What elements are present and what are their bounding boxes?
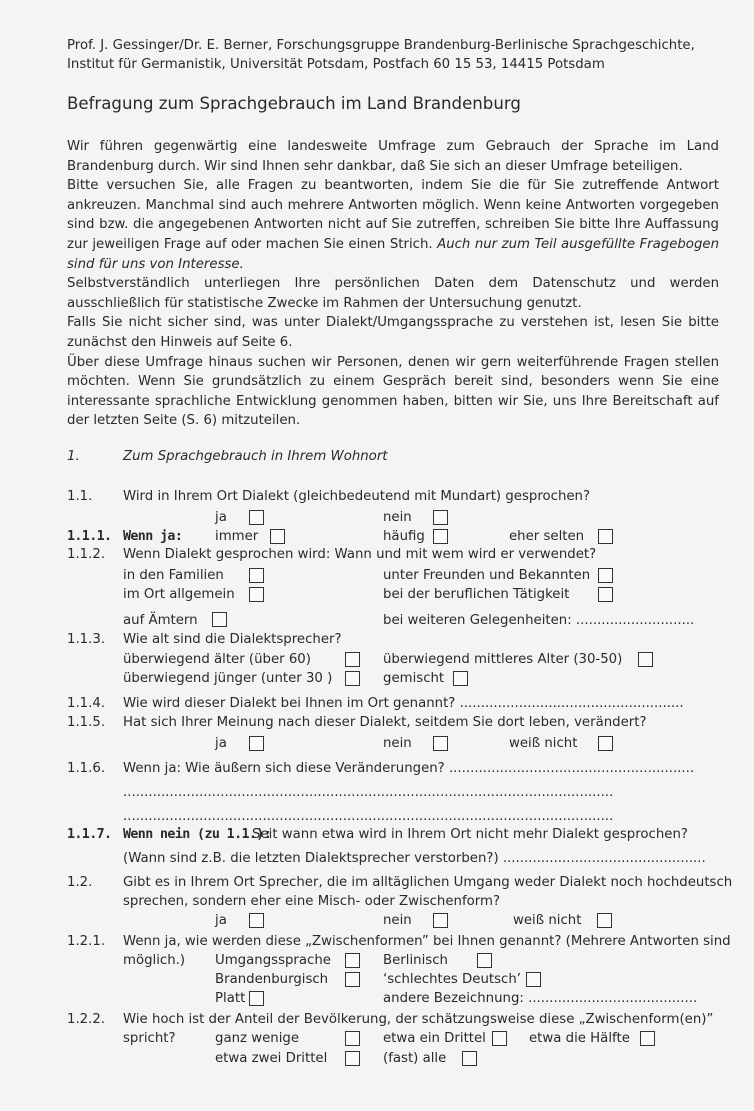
q1-2-nein-label: nein	[383, 913, 412, 928]
q1-1-1-number: 1.1.1.	[67, 529, 112, 544]
q1-1-6-answer-line-1[interactable]: ....................................................................................................................	[123, 785, 614, 800]
q1-1-4-field[interactable]: Wie wird dieser Dialekt bei Ihnen im Ort genannt? .....................................................	[123, 696, 684, 711]
q1-2-1-berlinisch-label: Berlinisch	[383, 953, 448, 968]
q1-2-ja-checkbox[interactable]	[249, 913, 264, 928]
q1-1-7-condition: Wenn nein (zu 1.1.):	[123, 827, 272, 842]
q1-1-6-number: 1.1.6.	[67, 761, 106, 776]
q1-2-2-text-line-2: spricht?	[123, 1031, 176, 1046]
q1-1-5-weiss-label: weiß nicht	[509, 736, 578, 751]
q1-1-3-text: Wie alt sind die Dialektsprecher?	[123, 632, 342, 647]
q1-1-5-weiss-checkbox[interactable]	[598, 736, 613, 751]
q1-1-1-haeufig-checkbox[interactable]	[433, 529, 448, 544]
q1-2-1-platt-checkbox[interactable]	[249, 991, 264, 1006]
q1-1-5-number: 1.1.5.	[67, 715, 106, 730]
q1-1-5-ja-checkbox[interactable]	[249, 736, 264, 751]
q1-1-3-number: 1.1.3.	[67, 632, 106, 647]
q1-2-2-haelfte-checkbox[interactable]	[640, 1031, 655, 1046]
q1-1-3-gemischt-label: gemischt	[383, 671, 445, 686]
q1-2-text-line-2: sprechen, sondern eher eine Misch- oder Zwischenform?	[123, 894, 501, 909]
intro-paragraph-2	[67, 176, 719, 274]
q1-1-3-aelter-label: überwiegend älter (über 60)	[123, 652, 311, 667]
q1-1-2-aemter-checkbox[interactable]	[212, 612, 227, 627]
q1-1-1-selten-checkbox[interactable]	[598, 529, 613, 544]
q1-2-2-text-line-1: Wie hoch ist der Anteil der Bevölkerung, der schätzungsweise diese „Zwischenform(en)”	[123, 1012, 714, 1027]
q1-2-1-berlinisch-checkbox[interactable]	[477, 953, 492, 968]
q1-1-nein-checkbox[interactable]	[433, 510, 448, 525]
q1-2-1-andere-field[interactable]: andere Bezeichnung: ........................................	[383, 991, 698, 1006]
intro-paragraph-5: Über diese Umfrage hinaus suchen wir Personen, denen wir gern weiterführende Fragen stellen möchten. Wenn Sie grundsätzlich zu einem Gespräch bereit sind, besonders wenn Sie eine interessante sprachliche Entwicklung genommen haben, bitten wir Sie, uns Ihre Bereitschaft auf der letzten Seite (S. 6) mitzuteilen.	[67, 354, 719, 429]
q1-1-1-immer-label: immer	[215, 529, 259, 544]
q1-1-3-aelter-checkbox[interactable]	[345, 652, 360, 667]
q1-2-1-umgang-label: Umgangssprache	[215, 953, 331, 968]
q1-1-1-immer-checkbox[interactable]	[270, 529, 285, 544]
q1-2-2-haelfte-label: etwa die Hälfte	[529, 1031, 630, 1046]
q1-1-3-juenger-checkbox[interactable]	[345, 671, 360, 686]
q1-2-1-schlecht-checkbox[interactable]	[526, 972, 541, 987]
q1-1-1-condition: Wenn ja:	[123, 529, 183, 544]
q1-2-weiss-checkbox[interactable]	[597, 913, 612, 928]
page-title: Befragung zum Sprachgebrauch im Land Brandenburg	[67, 94, 521, 113]
q1-1-2-ort-label: im Ort allgemein	[123, 587, 235, 602]
q1-1-1-haeufig-label: häufig	[383, 529, 425, 544]
q1-1-5-text: Hat sich Ihrer Meinung nach dieser Dialekt, seitdem Sie dort leben, verändert?	[123, 715, 647, 730]
q1-1-6-answer-line-2[interactable]: ....................................................................................................................	[123, 809, 614, 824]
q1-2-weiss-label: weiß nicht	[513, 913, 582, 928]
q1-1-2-freunde-label: unter Freunden und Bekannten	[383, 568, 591, 583]
intro-paragraph-1: Wir führen gegenwärtig eine landesweite Umfrage zum Gebrauch der Sprache im Land Brandenburg durch. Wir sind Ihnen sehr dankbar, daß Sie sich an dieser Umfrage beteiligen.	[67, 139, 719, 174]
q1-1-ja-label: ja	[215, 510, 227, 525]
q1-1-2-freunde-checkbox[interactable]	[598, 568, 613, 583]
q1-2-nein-checkbox[interactable]	[433, 913, 448, 928]
intro-text	[67, 137, 719, 431]
q1-2-2-drittel-label: etwa ein Drittel	[383, 1031, 486, 1046]
q1-2-2-wenige-label: ganz wenige	[215, 1031, 300, 1046]
q1-2-2-alle-checkbox[interactable]	[462, 1051, 477, 1066]
q1-1-2-weitere-field[interactable]: bei weiteren Gelegenheiten: ............................	[383, 613, 695, 628]
q1-2-1-brandenburgisch-label: Brandenburgisch	[215, 972, 329, 987]
q1-1-5-nein-label: nein	[383, 736, 412, 751]
q1-1-3-gemischt-checkbox[interactable]	[453, 671, 468, 686]
q1-2-2-zweidrittel-checkbox[interactable]	[345, 1051, 360, 1066]
q1-1-3-juenger-label: überwiegend jünger (unter 30 )	[123, 671, 333, 686]
q1-1-nein-label: nein	[383, 510, 412, 525]
q1-2-1-platt-label: Platt	[215, 991, 246, 1006]
q1-2-2-drittel-checkbox[interactable]	[492, 1031, 507, 1046]
q1-2-1-brandenburgisch-checkbox[interactable]	[345, 972, 360, 987]
q1-2-text-line-1: Gibt es in Ihrem Ort Sprecher, die im alltäglichen Umgang weder Dialekt noch hochdeutsch	[123, 875, 733, 890]
section-number: 1.	[67, 449, 80, 464]
q1-1-3-mittel-label: überwiegend mittleres Alter (30-50)	[383, 652, 623, 667]
q1-1-2-familien-checkbox[interactable]	[249, 568, 264, 583]
q1-2-2-wenige-checkbox[interactable]	[345, 1031, 360, 1046]
q1-2-number: 1.2.	[67, 875, 93, 890]
q1-2-1-text-line-1: Wenn ja, wie werden diese „Zwischenformen” bei Ihnen genannt? (Mehrere Antworten sind	[123, 934, 731, 949]
q1-2-2-number: 1.2.2.	[67, 1012, 106, 1027]
q1-1-text: Wird in Ihrem Ort Dialekt (gleichbedeutend mit Mundart) gesprochen?	[123, 489, 591, 504]
q1-2-ja-label: ja	[215, 913, 227, 928]
intro-paragraph-3: Selbstverständlich unterliegen Ihre persönlichen Daten dem Datenschutz und werden ausschließlich für statistische Zwecke im Rahmen der Untersuchung genutzt.	[67, 276, 719, 311]
q1-1-ja-checkbox[interactable]	[249, 510, 264, 525]
q1-1-2-aemter-label: auf Ämtern	[123, 613, 198, 628]
q1-1-2-text: Wenn Dialekt gesprochen wird: Wann und mit wem wird er verwendet?	[123, 547, 597, 562]
q1-1-2-beruf-label: bei der beruflichen Tätigkeit	[383, 587, 570, 602]
q1-1-2-familien-label: in den Familien	[123, 568, 224, 583]
q1-1-3-mittel-checkbox[interactable]	[638, 652, 653, 667]
intro-paragraph-4: Falls Sie nicht sicher sind, was unter Dialekt/Umgangssprache zu verstehen ist, lesen Sie bitte zunächst den Hinweis auf Seite 6.	[67, 315, 719, 350]
q1-2-1-text-line-2: möglich.)	[123, 953, 186, 968]
q1-2-1-schlecht-label: ‘schlechtes Deutsch’	[383, 972, 522, 987]
q1-2-1-number: 1.2.1.	[67, 934, 106, 949]
intro-paragraph-2b: Auch nur zum Teil ausgefüllte Fragebogen sind für uns von Interesse.	[67, 236, 719, 272]
q1-1-6-field[interactable]: Wenn ja: Wie äußern sich diese Veränderungen? ..........................................................	[123, 761, 695, 776]
q1-2-2-zweidrittel-label: etwa zwei Drittel	[215, 1051, 328, 1066]
q1-1-7-field[interactable]: (Wann sind z.B. die letzten Dialektsprecher verstorben?) ................................................	[123, 851, 706, 866]
q1-1-2-beruf-checkbox[interactable]	[598, 587, 613, 602]
q1-1-4-number: 1.1.4.	[67, 696, 106, 711]
q1-1-7-text: Seit wann etwa wird in Ihrem Ort nicht mehr Dialekt gesprochen?	[252, 827, 688, 842]
q1-1-2-number: 1.1.2.	[67, 547, 106, 562]
q1-1-5-ja-label: ja	[215, 736, 227, 751]
q1-1-1-selten-label: eher selten	[509, 529, 585, 544]
q1-1-7-number: 1.1.7.	[67, 827, 112, 842]
q1-2-2-alle-label: (fast) alle	[383, 1051, 447, 1066]
intro-paragraph-2a: Bitte versuchen Sie, alle Fragen zu beantworten, indem Sie die für Sie zutreffende Antwort ankreuzen. Manchmal sind auch mehrere Antworten möglich. Wenn keine Antworten vorgegeben sind bzw. die angegebenen Antworten nicht auf Sie zutreffen, schreiben Sie bitte Ihre Auffassung zur jeweiligen Frage auf oder machen Sie einen Strich.	[67, 178, 719, 252]
q1-1-2-ort-checkbox[interactable]	[249, 587, 264, 602]
header-line-1: Prof. J. Gessinger/Dr. E. Berner, Forschungsgruppe Brandenburg-Berlinische Sprachgeschichte,	[67, 38, 695, 53]
section-title: Zum Sprachgebrauch in Ihrem Wohnort	[123, 449, 388, 464]
q1-1-5-nein-checkbox[interactable]	[433, 736, 448, 751]
q1-1-number: 1.1.	[67, 489, 93, 504]
header-line-2: Institut für Germanistik, Universität Potsdam, Postfach 60 15 53, 14415 Potsdam	[67, 57, 605, 72]
q1-2-1-umgang-checkbox[interactable]	[345, 953, 360, 968]
